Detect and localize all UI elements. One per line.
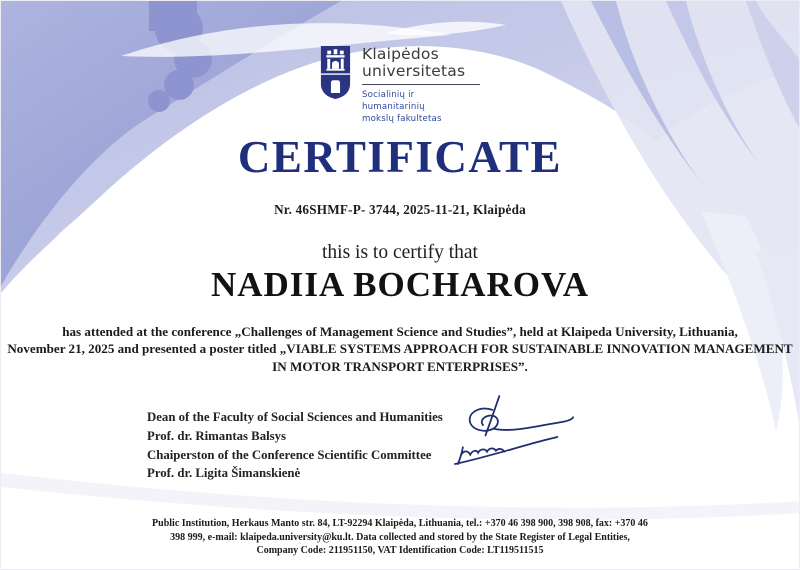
signatories-block xyxy=(147,408,443,483)
footer-line: Public Institution, Herkaus Manto str. 84, LT-92294 Klaipėda, Lithuania, tel.: +370 46 398 900, 398 908, fax: +370 46 xyxy=(152,518,648,529)
certificate-title: CERTIFICATE xyxy=(237,132,563,182)
faculty-block xyxy=(362,84,480,125)
handwritten-signatures-icon xyxy=(453,392,581,476)
signatory-title: Dean of the Faculty of Social Sciences and Humanities xyxy=(147,410,443,424)
university-name-line: universitetas xyxy=(362,61,466,80)
signatory-name: Prof. dr. Ligita Šimanskienė xyxy=(147,466,301,481)
university-logo xyxy=(1,44,799,125)
signatory-title: Chaiperston of the Conference Scientific Committee xyxy=(147,447,432,462)
faculty-name-line: Socialinių ir humanitarinių xyxy=(362,90,425,113)
faculty-name-line: mokslų fakultetas xyxy=(362,114,442,125)
certify-text: this is to certify that xyxy=(322,242,478,263)
certificate-body xyxy=(1,323,799,375)
footer-line: 398 999, e-mail: klaipeda.university@ku.lt. Data collected and stored by the State Register of Legal Entities, xyxy=(170,531,630,543)
body-line: November 21, 2025 and presented a poster titled „VIABLE SYSTEMS APPROACH FOR SUSTAINABLE INNOVATION MANAGEMENT xyxy=(7,341,793,357)
university-name-line: Klaipėdos xyxy=(362,45,439,63)
footer-line: Company Code: 211951150, VAT Identification Code: LT119511515 xyxy=(256,545,544,556)
recipient-name: NADIIA BOCHAROVA xyxy=(210,265,590,304)
body-line: IN MOTOR TRANSPORT ENTERPRISES”. xyxy=(272,358,528,374)
university-shield-icon xyxy=(320,44,351,101)
footer-institution-info xyxy=(1,517,799,558)
certificate-number: Nr. 46SHMF-P- 3744, 2025-11-21, Klaipėda xyxy=(274,202,526,217)
signatory-name: Prof. dr. Rimantas Balsys xyxy=(147,428,287,443)
university-logo-text xyxy=(362,44,480,125)
body-line: has attended at the conference „Challenges of Management Science and Studies”, held at Klaipeda University, Lithuania, xyxy=(62,324,738,339)
